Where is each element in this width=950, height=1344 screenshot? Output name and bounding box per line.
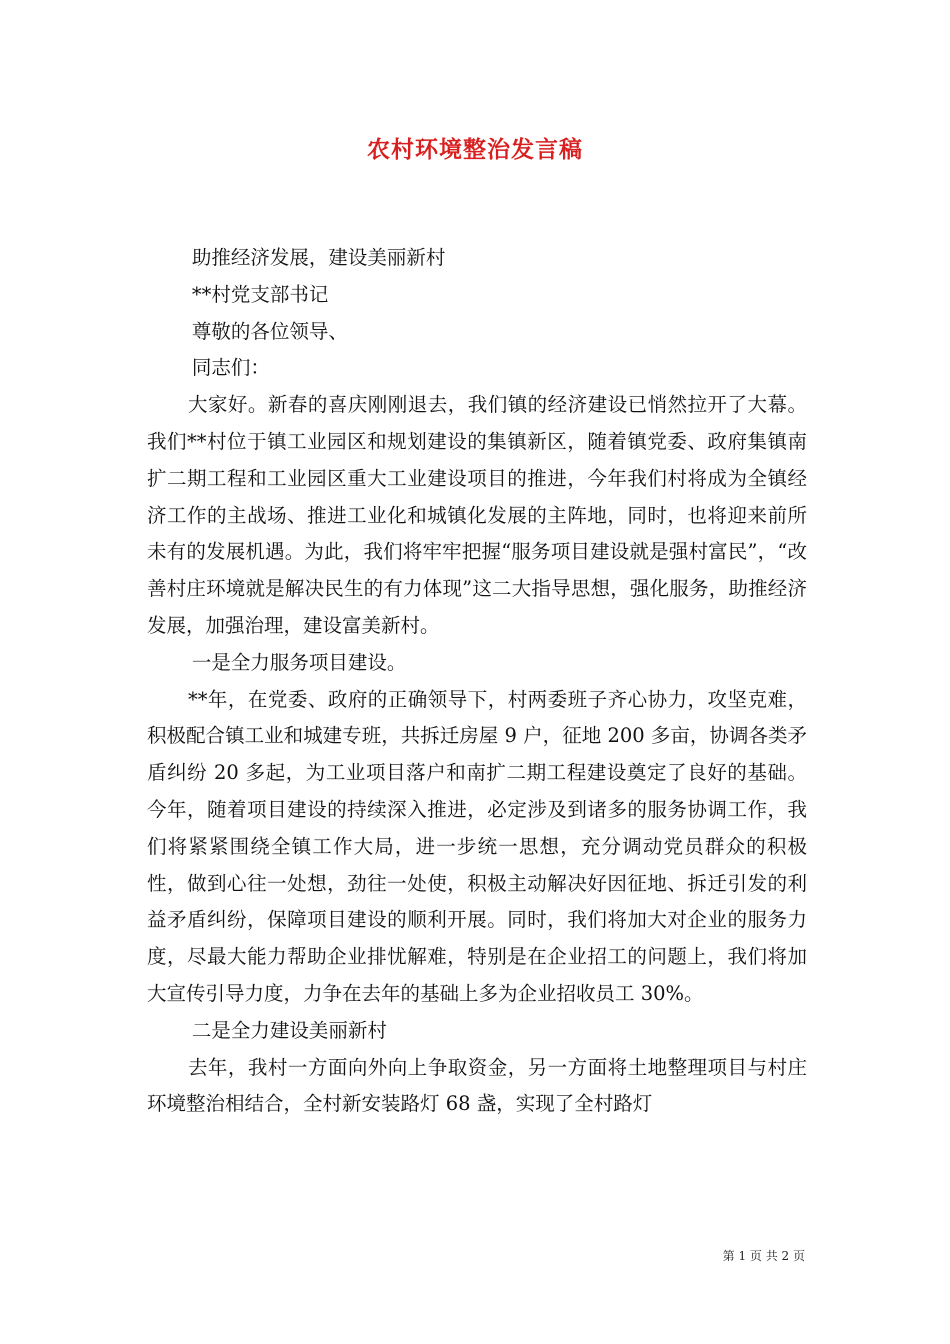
document-body [147,240,807,1123]
paragraph-section-1: **年，在党委、政府的正确领导下，村两委班子齐心协力，攻坚克难，积极配合镇工业和城建专班，共拆迁房屋 9 户，征地 200 多亩，协调各类矛盾纠纷 20 多起，为工业项目落户和南扩二期工程建设奠定了良好的基础。今年，随着项目建设的持续深入推进，必定涉及到诸多的服务协调工作，我们将紧紧围绕全镇工作大局，进一步统一思想，充分调动党员群众的积极性，做到心往一处想，劲往一处使，积极主动解决好因征地、拆迁引发的利益矛盾纠纷，保障项目建设的顺利开展。同时，我们将加大对企业的服务力度，尽最大能力帮助企业排忧解难，特别是在企业招工的问题上，我们将加大宣传引导力度，力争在去年的基础上多为企业招收员工 30%。 [147,687,807,1005]
paragraph-section-2: 去年，我村一方面向外向上争取资金，另一方面将土地整理项目与村庄环境整治相结合，全村新安装路灯 68 盏，实现了全村路灯 [147,1055,807,1116]
document-title: 农村环境整治发言稿 [367,136,583,163]
paragraph-subtitle: 助推经济发展，建设美丽新村 [191,246,446,269]
paragraph-salutation-2: 同志们： [191,356,270,380]
paragraph-heading-2: 二是全力建设美丽新村 [191,1018,387,1042]
page-number-footer: 第 1 页 共 2 页 [722,1249,805,1263]
paragraph-author: **村党支部书记 [191,282,329,306]
paragraph-heading-1: 一是全力服务项目建设。 [191,650,407,674]
paragraph-intro: 大家好。新春的喜庆刚刚退去，我们镇的经济建设已悄然拉开了大幕。我们**村位于镇工业园区和规划建设的集镇新区，随着镇党委、政府集镇南扩二期工程和工业园区重大工业建设项目的推进，今年我们村将成为全镇经济工作的主战场、推进工业化和城镇化发展的主阵地，同时，也将迎来前所未有的发展机遇。为此，我们将牢牢把握“服务项目建设就是强村富民”，“改善村庄环境就是解决民生的有力体现”这二大指导思想，强化服务，助推经济发展，加强治理，建设富美新村。 [147,393,807,637]
paragraph-salutation-1: 尊敬的各位领导、 [191,319,348,343]
